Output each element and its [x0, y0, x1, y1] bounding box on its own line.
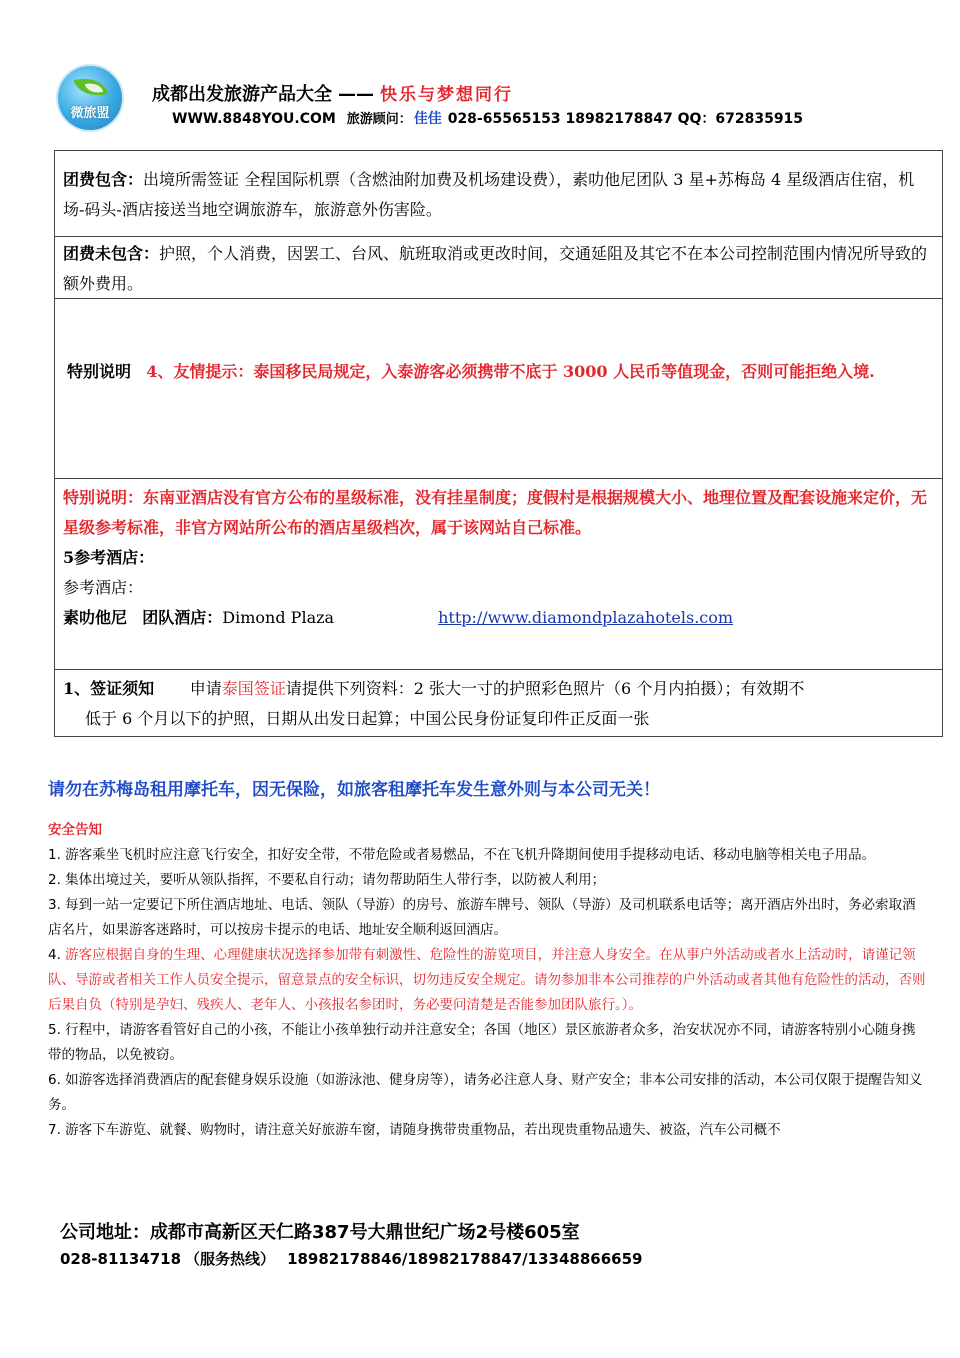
fee-included-cell — [54, 150, 943, 236]
fee-included-label: 团费包含： — [63, 170, 144, 189]
hotel-type-label: 团队酒店： — [142, 608, 223, 627]
visa-line-1 — [63, 679, 804, 698]
header-title: 成都出发旅游产品大全 — [152, 84, 332, 105]
visa-cell — [54, 669, 943, 737]
hotel-url-link[interactable]: http://www.diamondplazahotels.com — [438, 608, 734, 627]
safety-item: 2. 集体出境过关，要听从领队指挥，不要私自行动；请勿帮助陌生人带行李，以防被人利用； — [48, 872, 606, 888]
fee-excluded-cell — [54, 236, 943, 298]
special-note-cell — [54, 298, 943, 478]
contact-phones: 028-65565153 18982178847 QQ：672835915 — [447, 111, 804, 127]
safety-item-red-text: 游客应根据自身的生理、心理健康状况选择参加带有刺激性、危险性的游览项目，并注意人身安全。在从事户外活动或者水上活动时，请谨记领队、导游或者相关工作人员安全提示，留意景点的安全标识，切勿违反安全规定。请勿参加非本公司推荐的户外活动或者其他有危险性的活动，否则后果自负（特别是孕妇、残疾人、老年人、小孩报名参团时，务必要问清楚是否能参加团队旅行。）。 — [48, 947, 926, 1013]
safety-item: 7. 游客下车游览、就餐、购物时，请注意关好旅游车窗，请随身携带贵重物品，若出现贵重物品遗失、被盗，汽车公司概不 — [48, 1122, 781, 1138]
visa-text-2: 低于 6 个月以下的护照，日期从出发日起算；中国公民身份证复印件正反面一张 — [85, 709, 650, 728]
fee-included-text: 出境所需签证 全程国际机票（含燃油附加费及机场建设费），素叻他尼团队 3 星+苏梅岛 4 星级酒店住宿，机场-码头-酒店接送当地空调旅游车，旅游意外伤害险。 — [63, 170, 915, 219]
hotel-star-note: 特别说明：东南亚酒店没有官方公布的星级标准，没有挂星制度；度假村是根据规模大小、地理位置及配套设施来定价，无星级参考标准，非官方网站所公布的酒店星级档次，属于该网站自己标准。 — [63, 488, 928, 537]
logo-text: 微旅盟 — [70, 106, 110, 121]
safety-title: 安全告知 — [48, 822, 102, 838]
other-phones: 18982178846/18982178847/13348866659 — [287, 1250, 643, 1268]
safety-item: 3. 每到一站一定要记下所住酒店地址、电话、领队（导游）的房号、旅游车牌号、领队（导游）及司机联系电话等；离开酒店外出时，务必索取酒店名片，如果游客迷路时，可以按房卡提示的电话、地址安全顺利返回酒店。 — [48, 897, 916, 938]
header-title-line — [152, 80, 513, 106]
safety-item-number: 4. — [48, 947, 66, 963]
fee-excluded-text: 护照，个人消费，因罢工、台风、航班取消或更改时间，交通延阻及其它不在本公司控制范围内情况所导致的额外费用。 — [63, 244, 928, 293]
safety-item-highlight — [48, 943, 928, 1018]
visa-red-text: 泰国签证 — [221, 679, 286, 698]
service-hotline-tag: （服务热线） — [185, 1250, 276, 1268]
hotel-row — [63, 603, 934, 633]
safety-item: 5. 行程中，请游客看管好自己的小孩，不能让小孩单独行动并注意安全；各国（地区）景区旅游者众多，治安状况亦不同，请游客特别小心随身携带的物品，以免被窃。 — [48, 1022, 916, 1063]
special-note-label: 特别说明 — [67, 362, 132, 381]
hotel-info-cell — [54, 478, 943, 669]
header-slogan: 快乐与梦想同行 — [380, 85, 513, 105]
company-address: 公司地址：成都市高新区天仁路387号大鼎世纪广场2号楼605室 — [60, 1222, 580, 1243]
service-hotline: 028-81134718 — [60, 1250, 182, 1268]
hotel-name: Dimond Plaza — [222, 608, 335, 627]
motorbike-warning: 请勿在苏梅岛租用摩托车，因无保险，如旅客租摩托车发生意外则与本公司无关！ — [48, 780, 660, 800]
page-footer — [60, 1218, 642, 1269]
header-dash: —— — [338, 84, 374, 105]
hotel-city: 素叻他尼 — [63, 608, 128, 627]
visa-text-1: 请提供下列资料：2 张大一寸的护照彩色照片（6 个月内拍摄）；有效期不 — [285, 679, 805, 698]
special-note-text: 4、友情提示：泰国移民局规定，入泰游客必须携带不底于 3000 人民币等值现金，否则可能拒绝入境. — [146, 362, 875, 381]
consultant-name: 佳佳 — [413, 111, 442, 127]
visa-label: 1、签证须知 — [63, 679, 155, 698]
visa-prefix: 申请 — [189, 679, 222, 698]
ref-hotel-heading: 5参考酒店： — [63, 548, 155, 567]
consultant-label: 旅游顾问： — [346, 112, 412, 127]
page-header — [56, 64, 936, 134]
fee-excluded-label: 团费未包含： — [63, 244, 160, 263]
safety-item: 6. 如游客选择消费酒店的配套健身娱乐设施（如游泳池、健身房等），请务必注意人身、财产安全；非本公司安排的活动，本公司仅限于提醒告知义务。 — [48, 1072, 923, 1113]
brand-logo — [56, 64, 124, 132]
ref-hotel-label: 参考酒店： — [63, 578, 144, 597]
safety-item: 1. 游客乘坐飞机时应注意飞行安全，扣好安全带，不带危险或者易燃品，不在飞机升降期间使用手提移动电话、移动电脑等相关电子用品。 — [48, 847, 876, 863]
footer-phones — [60, 1248, 642, 1269]
header-contact-line — [172, 108, 803, 128]
safety-notice — [48, 818, 928, 1143]
website-link[interactable]: WWW.8848YOU.COM — [172, 111, 336, 127]
